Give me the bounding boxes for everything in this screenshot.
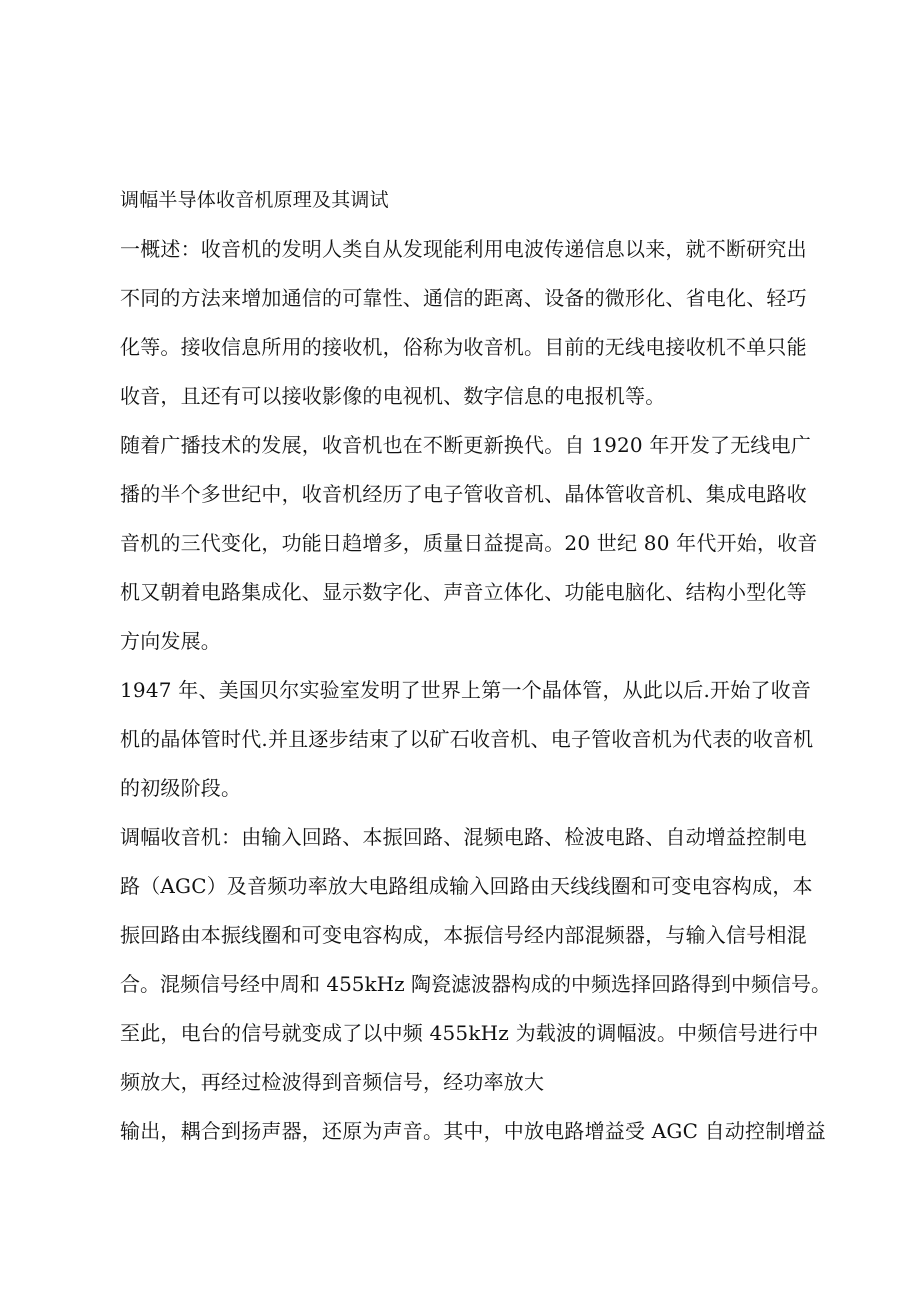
paragraph-line: 调幅收音机：由输入回路、本振回路、混频电路、检波电路、自动增益控制电: [120, 825, 807, 849]
document-title: 调幅半导体收音机原理及其调试: [120, 189, 389, 211]
paragraph-line: 1947 年、美国贝尔实验室发明了世界上第一个晶体管，从此以后.开始了收音: [120, 678, 812, 702]
paragraph-line: 一概述：收音机的发明人类自从发现能利用电波传递信息以来，就不断研究出: [120, 237, 807, 261]
paragraph-line: 路（AGC）及音频功率放大电路组成输入回路由天线线圈和可变电容构成，本: [120, 874, 813, 898]
paragraph-line: 不同的方法来增加通信的可靠性、通信的距离、设备的微形化、省电化、轻巧: [120, 286, 807, 310]
paragraph-line: 至此，电台的信号就变成了以中频 455kHz 为载波的调幅波。中频信号进行中: [120, 1021, 819, 1045]
paragraph-line: 播的半个多世纪中，收音机经历了电子管收音机、晶体管收音机、集成电路收: [120, 482, 807, 506]
paragraph-line: 方向发展。: [120, 629, 221, 653]
paragraph-line: 合。混频信号经中周和 455kHz 陶瓷滤波器构成的中频选择回路得到中频信号。: [120, 972, 831, 996]
paragraph-line: 随着广播技术的发展，收音机也在不断更新换代。自 1920 年开发了无线电广: [120, 433, 812, 457]
paragraph-line: 音机的三代变化，功能日趋增多，质量日益提高。20 世纪 80 年代开始，收音: [120, 531, 818, 555]
paragraph-line: 振回路由本振线圈和可变电容构成，本振信号经内部混频器，与输入信号相混: [120, 923, 807, 947]
paragraph-line: 输出，耦合到扬声器，还原为声音。其中，中放电路增益受 AGC 自动控制增益: [120, 1119, 826, 1143]
paragraph-line: 频放大，再经过检波得到音频信号，经功率放大: [120, 1070, 545, 1094]
paragraph-line: 的初级阶段。: [120, 776, 242, 800]
paragraph-line: 化等。接收信息所用的接收机，俗称为收音机。目前的无线电接收机不单只能: [120, 335, 807, 359]
paragraph-line: 机的晶体管时代.并且逐步结束了以矿石收音机、电子管收音机为代表的收音机: [120, 727, 814, 751]
paragraph-line: 收音，且还有可以接收影像的电视机、数字信息的电报机等。: [120, 384, 666, 408]
paragraph-line: 机又朝着电路集成化、显示数字化、声音立体化、功能电脑化、结构小型化等: [120, 580, 807, 604]
